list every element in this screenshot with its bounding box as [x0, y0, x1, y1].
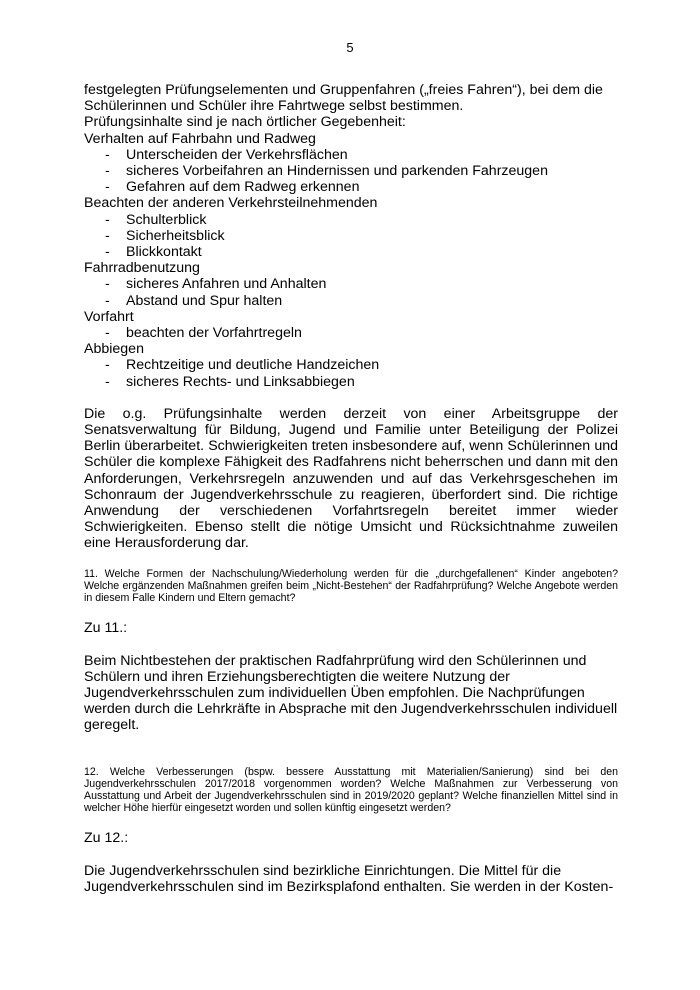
list-item: - Abstand und Spur halten — [105, 292, 283, 309]
intro-line: festgelegten Prüfungselementen und Gruppenfahren („freies Fahren“), bei dem die — [84, 82, 603, 98]
answer-12-text: Die Jugendverkehrsschulen sind bezirkliche Einrichtungen. Die Mittel für die Jugendverkehrsschulen sind im Bezirksplafond enthalten. Sie werden in der Kosten- — [84, 862, 614, 895]
intro-line: Schülerinnen und Schüler ihre Fahrtwege selbst bestimmen. — [84, 98, 464, 115]
section-heading: Abbiegen — [84, 341, 144, 358]
list-item: - sicheres Rechts- und Linksabbiegen — [105, 373, 355, 390]
document-body — [84, 82, 618, 895]
list-item: - Blickkontakt — [105, 244, 202, 261]
answer-12-heading: Zu 12.: — [84, 830, 129, 847]
question-12: 12. Welche Verbesserungen (bspw. bessere Ausstattung mit Materialien/Sanierung) sind bei den Jugendverkehrsschulen 2017/2018 vorgenommen worden? Welche Maßnahmen zur Verbesserung von Ausstattung und Arbeit der Jugendverkehrsschulen sind in 2019/2020 geplant? Welche finanziellen Mittel sind in welcher Höhe hierfür eingesetzt worden und sollen künftig eingesetzt werden? — [84, 765, 618, 815]
list-item: - Schulterblick — [105, 211, 207, 228]
intro-line: Prüfungsinhalte sind je nach örtlicher Gegebenheit: — [84, 114, 406, 131]
section-heading: Vorfahrt — [84, 308, 134, 325]
paragraph-exam-content: Die o.g. Prüfungsinhalte werden derzeit von einer Arbeitsgruppe der Senatsverwaltung für Bildung, Jugend und Familie unter Beteiligung der Polizei Berlin überarbeitet. Schwierigkeiten treten insbesondere auf, wenn Schülerinnen und Schüler die komplexe Fähigkeit des Radfahrens nicht beherrschen und dann mit den Anforderungen, Verkehrsregeln anzuwenden und auf das Verkehrsgeschehen im Schonraum der Jugendverkehrsschule zu reagieren, überfordert sind. Die richtige Anwendung der verschiedenen Vorfahrtsregeln bereitet immer wieder Schwierigkeiten. Ebenso stellt die nötige Umsicht und Rücksichtnahme zuweilen eine Herausforderung dar. — [84, 405, 618, 552]
section-heading: Verhalten auf Fahrbahn und Radweg — [84, 130, 316, 147]
list-item: - Rechtzeitige und deutliche Handzeichen — [105, 357, 380, 374]
list-item: - sicheres Anfahren und Anhalten — [105, 276, 327, 293]
answer-11-text: Beim Nichtbestehen der praktischen Radfahrprüfung wird den Schülerinnen und Schülern und ihren Erziehungsberechtigten die weitere Nutzung der Jugendverkehrsschulen zum individuellen Üben empfohlen. Die Nachprüfungen werden durch die Lehrkräfte in Absprache mit den Jugendverkehrsschulen individuell geregelt. — [84, 652, 618, 734]
list-item: - Gefahren auf dem Radweg erkennen — [105, 179, 360, 196]
list-item: - beachten der Vorfahrtregeln — [105, 325, 302, 342]
question-11: 11. Welche Formen der Nachschulung/Wiederholung werden für die „durchgefallenen“ Kinder angeboten? Welche ergänzenden Maßnahmen greifen beim „Nicht-Bestehen“ der Radfahrprüfung? Welche Angebote werden in diesem Falle Kindern und Eltern gemacht? — [84, 567, 618, 605]
list-item: - Unterscheiden der Verkehrsflächen — [105, 146, 348, 163]
page-number: 5 — [346, 40, 354, 55]
section-heading: Beachten der anderen Verkehrsteilnehmenden — [84, 195, 378, 212]
list-item: - sicheres Vorbeifahren an Hindernissen und parkenden Fahrzeugen — [105, 163, 548, 180]
answer-11-heading: Zu 11.: — [84, 620, 128, 637]
section-heading: Fahrradbenutzung — [84, 260, 200, 277]
list-item: - Sicherheitsblick — [105, 227, 225, 244]
